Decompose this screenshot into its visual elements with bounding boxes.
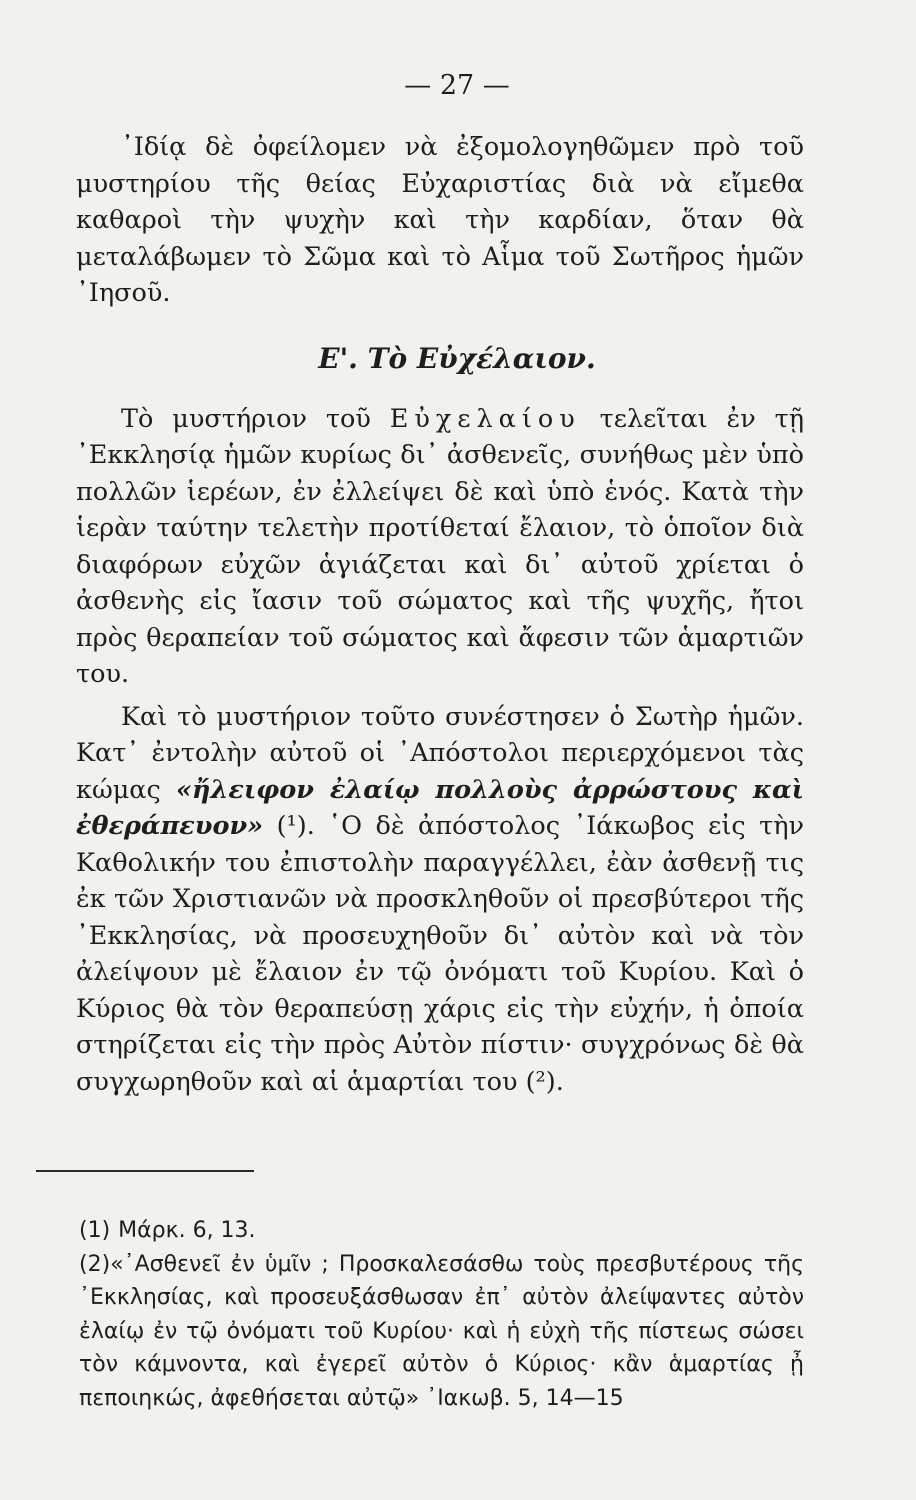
- footnote-text: Μάρκ. 6, 13.: [118, 1218, 256, 1243]
- footnote-text: «᾿Ασθενεῖ ἐν ὑμῖν ; Προσκαλεσάσθω τοὺς πρεσβυτέρους τῆς ᾿Εκκλησίας, καὶ προσευξάσθωσαν ἐπ᾿ αὐτὸν ἀλείψαντες αὐτὸν ἐλαίῳ ἐν τῷ ὀνόματι τοῦ Κυρίου· καὶ ἡ εὐχὴ τῆς πίστεως σώσει τὸν κάμνοντα, καὶ ἐγερεῖ αὐτὸν ὁ Κύριος· κἂν ἁμαρτίας ᾖ πεποιηκώς, ἀφεθήσεται αὐτῷ» ᾿Ιακωβ. 5, 14—15: [79, 1251, 804, 1411]
- paragraph-confession: ᾿Ιδίᾳ δὲ ὀφείλομεν νὰ ἐξομολογηθῶμεν πρὸ τοῦ μυστηρίου τῆς θείας Εὐχαριστίας διὰ νὰ εἴμεθα καθαροὶ τὴν ψυχὴν καὶ τὴν καρδίαν, ὅταν θὰ μεταλάβωμεν τὸ Σῶμα καὶ τὸ Αἷμα τοῦ Σωτῆρος ἡμῶν ᾿Ιησοῦ.: [76, 132, 804, 308]
- spaced-term: Εὐχελαίου: [389, 403, 581, 434]
- paragraph-unction-intro: [76, 401, 804, 693]
- paragraph-text: τελεῖται ἐν τῇ ᾿Εκκλησίᾳ ἡμῶν κυρίως δι᾿ ἀσθενεῖς, συνήθως μὲν ὑπὸ πολλῶν ἱερέων, ἐν ἐλλείψει δὲ καὶ ὑπὸ ἑνός. Κατὰ τὴν ἱερὰν ταύτην τελετὴν προτίθεταί ἔλαιον, τὸ ὁποῖον διὰ διαφόρων εὐχῶν ἁγιάζεται καὶ δι᾿ αὐτοῦ χρίεται ὁ ἀσθενὴς εἰς ἴασιν τοῦ σώματος καὶ τῆς ψυχῆς, ἤτοι πρὸς θεραπείαν τοῦ σώματος καὶ ἄφεσιν τῶν ἁμαρτιῶν του.: [76, 403, 804, 689]
- section-heading: Ε'. Τὸ Εὐχέλαιον.: [318, 341, 596, 375]
- scripture-quote: «ἤλειφον ἐλαίῳ πολλοὺς ἀρρώστους καὶ ἐθεράπευον»: [76, 774, 804, 841]
- paragraph-text: Καὶ τὸ μυστήριον τοῦτο συνέστησεν ὁ Σωτὴρ ἡμῶν. Κατ᾿ ἐντολὴν αὐτοῦ οἱ ᾿Απόστολοι περιερχόμενοι τὰς κώμας: [76, 701, 804, 805]
- footnote-ref-1: (¹): [276, 811, 307, 841]
- page-number: — 27 —: [404, 70, 510, 101]
- paragraph-institution: [76, 699, 804, 1101]
- footnote-ref-2: (²): [525, 1066, 556, 1097]
- footnote-divider: [36, 1170, 254, 1172]
- footnote-1: [76, 1214, 804, 1248]
- footnote-2: [76, 1248, 804, 1416]
- paragraph-text: . ῾Ο δὲ ἀπόστολος ᾿Ιάκωβος εἰς τὴν Καθολικήν του ἐπιστολὴν παραγγέλλει, ἐὰν ἀσθενῇ τις ἐκ τῶν Χριστιανῶν νὰ προσκληθοῦν οἱ πρεσβύτεροι τῆς ᾿Εκκλησίας, νὰ προσευχηθοῦν δι᾿ αὐτὸν καὶ νὰ τὸν ἀλείψουν μὲ ἔλαιον ἐν τῷ ὀνόματι τοῦ Κυρίου. Καὶ ὁ Κύριος θὰ τὸν θεραπεύσῃ χάρις εἰς τὴν εὐχήν, ἡ ὁποία στηρίζεται εἰς τὴν πρὸς Αὐτὸν πίστιν· συγχρόνως δὲ θὰ συγχωρηθοῦν καὶ αἱ ἁμαρτίαι του: [76, 811, 805, 1097]
- paragraph-text: .: [555, 1066, 564, 1097]
- footnote-marker: (1): [79, 1218, 111, 1243]
- footnote-marker: (2): [79, 1251, 111, 1277]
- footnotes: [76, 1214, 804, 1415]
- paragraph-text: Τὸ μυστήριον τοῦ: [121, 403, 390, 434]
